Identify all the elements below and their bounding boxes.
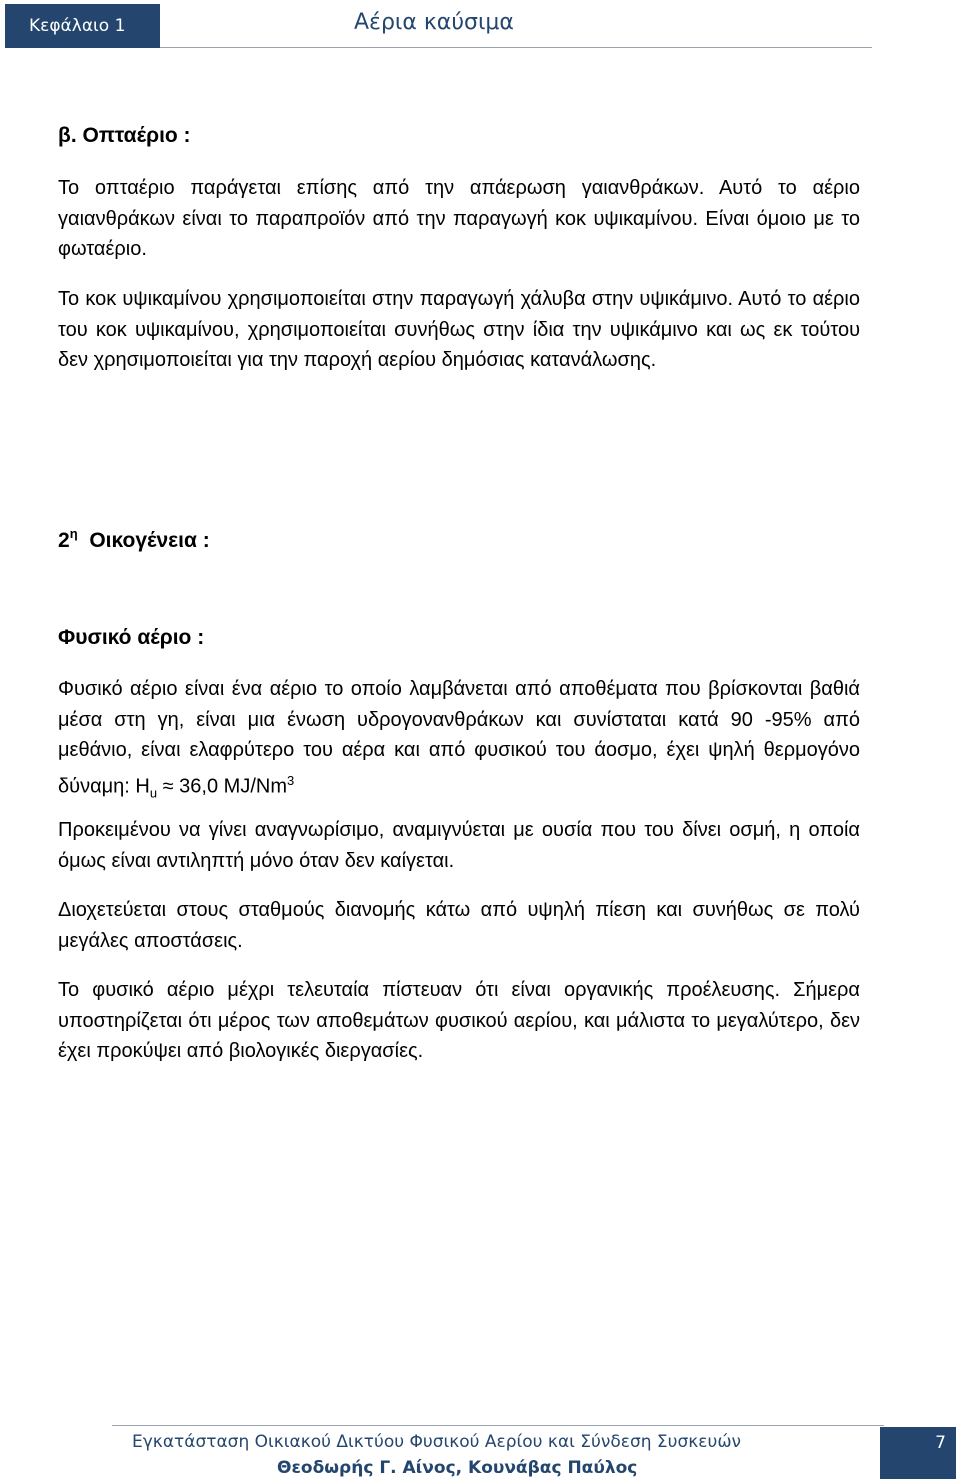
- page-title: Αέρια καύσιμα: [354, 10, 514, 35]
- paragraph-origin-theory: Το φυσικό αέριο μέχρι τελευταία πίστευαν ότι είναι οργανικής προέλευσης. Σήμερα υποστηρίζεται ότι μέρος των αποθεμάτων φυσικού αερίου, και μάλιστα το μεγαλύτερο, δεν έχει προκύψει από βιολογικές διεργασίες.: [58, 979, 860, 1062]
- footer-authors: Θεοδωρής Γ. Αίνος, Κουνάβας Παύλος: [277, 1458, 638, 1478]
- heating-value-symbol: H: [135, 775, 150, 798]
- header-divider: [160, 47, 872, 48]
- chapter-label: Κεφάλαιο 1: [5, 4, 160, 48]
- paragraph-distribution: Διοχετεύεται στους σταθμούς διανομής κάτω από υψηλή πίεση και συνήθως σε πολύ μεγάλες αποστάσεις.: [58, 899, 860, 952]
- heating-value-subscript: u: [149, 785, 158, 801]
- footer-divider: [112, 1425, 884, 1426]
- section-heading-natural-gas: Φυσικό αέριο :: [58, 626, 205, 649]
- family-superscript: η: [69, 526, 78, 541]
- paragraph-optaerio-origin: Το οπταέριο παράγεται επίσης από την απάερωση γαιανθράκων. Αυτό το αέριο γαιανθράκων είναι το παραπροϊόν από την παραγωγή κοκ υψικαμίνου. Είναι όμοιο με το φωταέριο.: [58, 177, 860, 260]
- paragraph-coke-usage: Το κοκ υψικαμίνου χρησιμοποιείται στην παραγωγή χάλυβα στην υψικάμινο. Αυτό το αέριο του κοκ υψικαμίνου, χρησιμοποιείται συνήθως στην ίδια την υψικάμινο και ως εκ τούτου δεν χρησιμοποιείται για την παροχή αερίου δημόσιας κατανάλωσης.: [58, 288, 860, 371]
- family-heading: [58, 526, 210, 553]
- heating-value: ≈ 36,0 MJ/Nm: [157, 775, 287, 798]
- paragraph-odorization: Προκειμένου να γίνει αναγνωρίσιμο, αναμιγνύεται με ουσία που του δίνει οσμή, η οποία όμως είναι αντιληπτή μόνο όταν δεν καίγεται.: [58, 819, 860, 872]
- paragraph-natural-gas-definition: [58, 674, 860, 809]
- heating-value-superscript: 3: [287, 772, 295, 788]
- page-number: 7: [880, 1427, 956, 1479]
- section-heading-optaerio: β. Οπταέριο :: [58, 124, 191, 147]
- family-number: 2: [58, 529, 70, 552]
- footer-book-title: Εγκατάσταση Οικιακού Δικτύου Φυσικού Αερίου και Σύνδεση Συσκευών: [132, 1432, 742, 1452]
- natural-gas-definition-text: Φυσικό αέριο είναι ένα αέριο το οποίο λαμβάνεται από αποθέματα που βρίσκονται βαθιά μέσα στη γη, είναι μια ένωση υδρογονανθράκων και συνίσταται κατά 90 -95% από μεθάνιο, είναι ελαφρύτερο του αέρα και από φυσικού του άοσμο, έχει ψηλή θερμογόνο δύναμη:: [58, 678, 860, 798]
- family-label: Οικογένεια :: [89, 529, 210, 552]
